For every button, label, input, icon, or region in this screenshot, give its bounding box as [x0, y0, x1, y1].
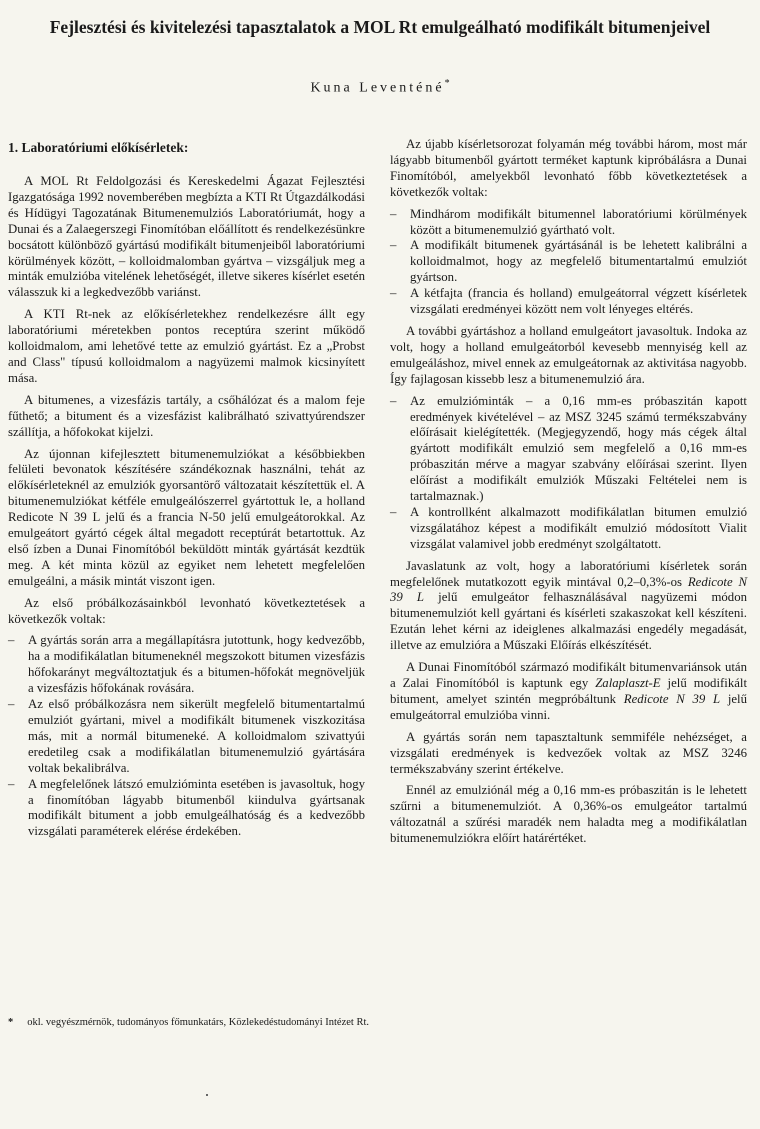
left-column [8, 140, 365, 846]
dash-bullet: – [390, 393, 397, 408]
paragraph: A gyártás során nem tapasztaltunk semmiféle nehézséget, a vizsgálati eredmények is kedvezőek voltak az MSZ 3246 termékszabvány szerint értékelve. [390, 729, 747, 776]
dash-bullet: – [390, 504, 397, 519]
product-name: Redicote N 39 L [623, 691, 721, 706]
list-item: – Az első próbálkozásra nem sikerült megfelelő bitumentartalmú emulziót gyártani, mivel a modifikált bitumenek viszkozitása más, mit a normál bitumeneké. A kolloidmalom szivattyúi eredetileg csak a modifikálatlan bitumenemulzió gyártására voltak bekalibrálva. [8, 697, 365, 775]
dash-bullet: – [8, 697, 15, 712]
list-item: – A kétfajta (francia és holland) emulgeátorral végzett kísérletek vizsgálati eredményei között nem volt lényeges eltérés. [390, 286, 747, 317]
right-column [390, 137, 747, 853]
article-title: Fejlesztési és kivitelezési tapasztalatok a MOL Rt emulgeálható modifikált bitumenjeivel [49, 17, 711, 37]
paragraph: Javaslatunk az volt, hogy a laboratóriumi kísérletek során megfelelőnek mutatkozott egyik mintával 0,2–0,3%-os Redicote N 39 L jelű emulgeátor felhasználásával nagyüzemi módon bitumenemulziót kell gyártani és kísérleti szakaszokat kell készíteni. Ezután lehet kérni az ideiglenes alkalmazási engedély megadását, illetve az emulzióra a Műszaki Előírás elkészítését. [390, 558, 747, 653]
dash-bullet: – [390, 206, 397, 221]
author-line [0, 78, 760, 97]
conclusion-list [8, 633, 365, 840]
paragraph: A MOL Rt Feldolgozási és Kereskedelmi Ágazat Fejlesztési Igazgatósága 1992 novemberében megbízta a KTI Rt Útgazdálkodási és Hídügyi Tagozatának Bitumenemulziós Laboratóriumát, hogy a Dunai és a Zalaegerszegi Finomítóban előállított és rendelkezésünkre bocsátott különböző gyártású modifikált bitumenjeiből laboratóriumi körülmények között, – kolloidmalomban gyártva – vizsgáljuk meg a minták emulzióba vitelének lehetőségét, illetve sikeres kísérlet esetén válasszuk ki a legkedvezőbb variánst. [8, 174, 365, 300]
list-item: – Az emulzióminták – a 0,16 mm-es próbaszitán kapott eredmények kivételével – az MSZ 3245 számú termékszabvány előírásait kielégítették. (Megjegyzendő, hogy más cégek által gyártott modifikált emulzió sem megfelelő a 0,16 mm-es próbaszitán mérve a magyar szabvány előírásai szerint. Ilyen előírást a modifikált emulziók Műszaki Feltételei nem is tartalmaznak.) [390, 393, 747, 504]
paragraph: A bitumenes, a vizesfázis tartály, a csőhálózat és a malom feje fűthető; a bitument és a vizesfázist kalibrálható szivattyúrendszer szállítja, a hőfokokat kijelzi. [8, 392, 365, 439]
dash-bullet: – [8, 776, 15, 791]
paragraph: A Dunai Finomítóból származó modifikált bitumenvariánsok után a Zalai Finomítóból is kaptunk egy Zalaplaszt-E jelű modifikált bitument, amelyet szintén megpróbáltunk Redicote N 39 L jelű emulgeátorral emulzióba vinni. [390, 660, 748, 722]
list-item: – A gyártás során arra a megállapításra jutottunk, hogy kedvezőbb, ha a modifikálatlan bitumeneknél megszokott bitumen vizesfázis hőfokarányt megváltoztatjuk és a bitumen-hőfokát megnöveljük a vizesfázis hőfokának rovására. [8, 633, 365, 696]
section-heading: 1. Laboratóriumi előkísérletek: [8, 140, 189, 155]
paragraph: Ennél az emulziónál még a 0,16 mm-es próbaszitán is le lehetett szűrni a bitumenemulziót. A 0,36%-os emulgeátor tartalmú változatnál a szűrési maradék nem haladta meg a modifikálatlan bitumenemulziókra előírt határértéket. [390, 783, 747, 846]
page-speck [206, 1094, 208, 1096]
product-name: Redicote N 39 L [390, 574, 747, 605]
paragraph: Az újabb kísérletsorozat folyamán még további három, most már lágyabb bitumenből gyártott terméket kaptunk kipróbálásra a Dunai Finomítóból, amelyekből levonható főbb következtetések a következők voltak: [390, 137, 747, 199]
list-item: – A kontrollként alkalmazott modifikálatlan bitumen emulzió vizsgálatához képest a modifikált emulzió módosított Vialit vizsgálat valamivel jobb eredményt szolgáltatott. [390, 504, 747, 551]
conclusion-list [390, 207, 747, 318]
list-item: – A megfelelőnek látszó emulzióminta esetében is javasoltuk, hogy a finomítóban lágyabb bitumenből kiindulva gyártsanak modifikált bitument a jobb emulgeálhatóság és a kedvezőbb vizsgálati paraméterek elérése érdekében. [8, 776, 365, 839]
paragraph: A KTI Rt-nek az előkísérletekhez rendelkezésre állt egy laboratóriumi méretekben pontos receptúra szerint működő kolloidmalom, ami lehetővé tette az emulzió gyártást. Ez a „Probst and Class" típusú kolloidmalom a nagyüzemi malmok kicsinyített mása. [8, 307, 365, 385]
footnote-text: okl. vegyészmérnök, tudományos főmunkatárs, Közlekedéstudományi Intézet Rt. [27, 1017, 369, 1028]
paragraph: Az újonnan kifejlesztett bitumenemulziókat a későbbiekben felületi bevonatok készítésére szándékoznak használni, tehát az előkísérleteknél az emulziók gyorsantörő változatait készítettük el. A bitumenemulziókat kétféle emulgeálószerrel gyártottuk le, a holland Redicote N 39 L jelű és a francia N-50 jelű emulgeátorokkal. Az emulgeátort gyártó cégek által megadott receptúrát betartottuk. Az első ízben a Dunai Finomítóból beküldött minták gyártását kezdtük meg. A két minta közül az egyiket nem lehetett megfelelően emulgeálni, a másik mintát viszont igen. [8, 446, 365, 588]
paragraph: Az első próbálkozásainkból levonható következtetések a következők voltak: [8, 595, 365, 626]
author-footnote-mark: * [444, 78, 450, 89]
product-name: Zalaplaszt-E [595, 676, 661, 690]
dash-bullet: – [8, 633, 15, 648]
dash-bullet: – [390, 238, 397, 253]
footnote-mark: * [8, 1017, 14, 1028]
dash-bullet: – [390, 286, 397, 301]
author-name: Kuna Leventéné [310, 80, 445, 96]
footnote [8, 1016, 369, 1029]
paragraph: A további gyártáshoz a holland emulgeátort javasoltuk. Indoka az volt, hogy a holland emulgeátorból kevesebb mennyiség kell az emulgeáláshoz, mivel ennek az emulgeátornak az aktivitása nagyobb. Így fajlagosan kissebb lesz a bitumenemulzió ára. [390, 323, 747, 386]
list-item: – Mindhárom modifikált bitumennel laboratóriumi körülmények között a bitumenemulzió gyártható volt. [390, 206, 747, 237]
conclusion-list [390, 394, 747, 553]
list-item: – A modifikált bitumenek gyártásánál is be lehetett kalibrálni a kolloidmalmot, hogy az megfelelő bitumentartalmú emulziót gyártson. [390, 238, 747, 285]
